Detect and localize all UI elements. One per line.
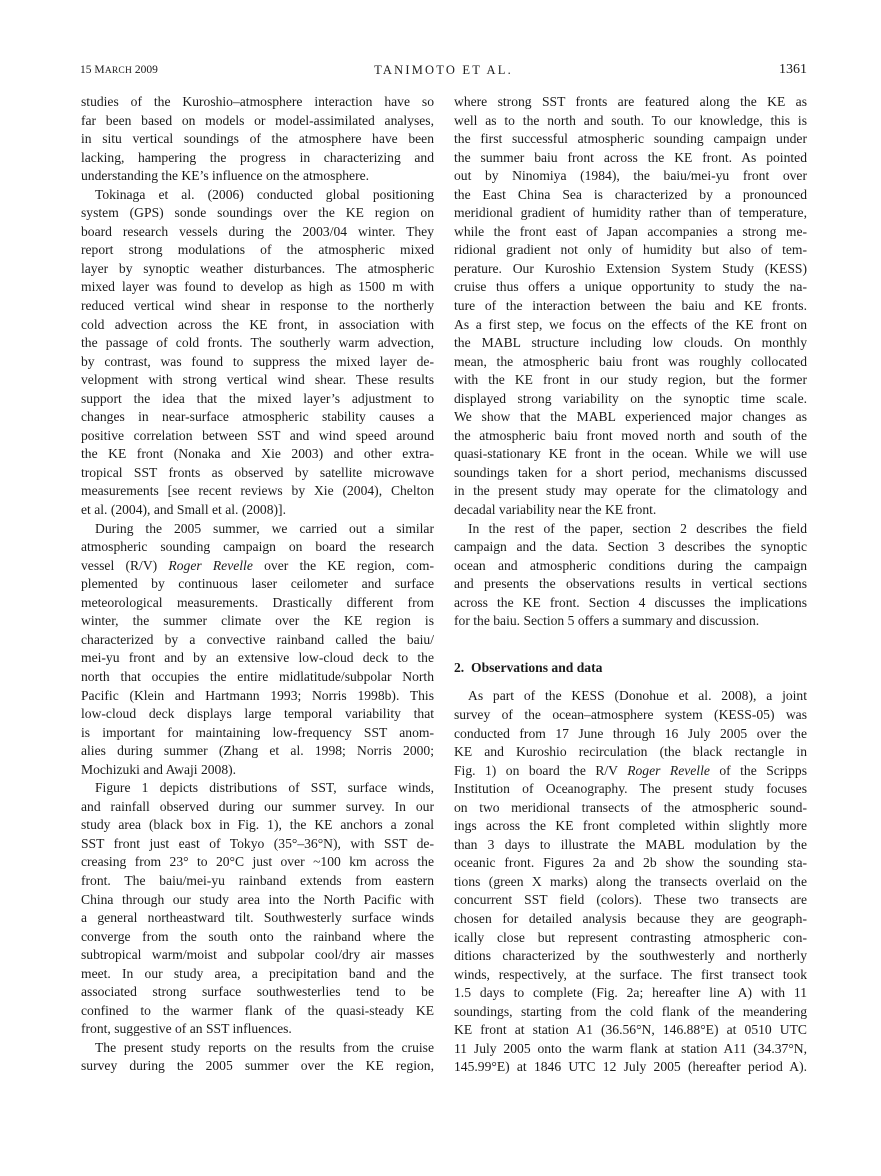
section-heading: 2. Observations and data [454, 659, 603, 675]
text-line: ditions characterized by the southwesterly and northerly [454, 948, 807, 964]
text-line: meet. In our study area, a precipitation band and the [81, 965, 434, 981]
text-line: meridional gradient of humidity rather than of temperature, [454, 205, 807, 221]
text-line: studies of the Kuroshio–atmosphere interaction have so [81, 94, 434, 109]
text-line: creasing from 23° to 20°C just over ~100 km across the [81, 854, 434, 870]
text-line: 1.5 days to complete (Fig. 2a; hereafter line A) with 11 [454, 985, 807, 1001]
text-line: the East China Sea is characterized by a pronounced [454, 186, 807, 202]
text-line: mixed layer was found to develop as high as 1500 m with [81, 279, 434, 295]
text-line: SST front just east of Tokyo (35°–36°N), with SST de- [81, 835, 434, 851]
text-line: study area (black box in Fig. 1), the KE anchors a zonal [81, 817, 434, 833]
text-line: reduced vertical wind shear in response to the northerly [81, 298, 434, 314]
text-line: report strong modulations of the atmospheric mixed [81, 242, 434, 258]
text-line: is important for maintaining low-frequency SST anom- [81, 724, 434, 740]
text-line: plemented by continuous laser ceilometer and surface [81, 576, 434, 592]
text-line: lacking, hampering the progress in characterizing and [81, 149, 434, 165]
text-line: out by Ninomiya (1984), the baiu/mei-yu front over [454, 168, 807, 184]
paragraph [454, 93, 807, 520]
text-line: meteorological measurements. Drastically different from [81, 594, 434, 610]
text-line: 11 July 2005 onto the warm flank at station A11 (34.37°N, [454, 1040, 807, 1056]
text-line: north that occupies the entire midlatitude/subpolar North [81, 668, 434, 684]
text-line: soundings taken for a short period, mechanisms discussed [454, 464, 807, 480]
text-line: Fig. 1) on board the R/V Roger Revelle of the Scripps [454, 762, 807, 778]
text-line: positive correlation between SST and wind speed around [81, 427, 434, 443]
text-line: the first successful atmospheric sounding campaign under [454, 131, 807, 147]
text-line: In the rest of the paper, section 2 describes the field [468, 520, 807, 536]
text-line: perature. Our Kuroshio Extension System Study (KESS) [454, 260, 807, 276]
text-line: changes in near-surface atmospheric stability causes a [81, 409, 434, 425]
section-spacer [454, 677, 807, 687]
text-line: by contrast, was found to suppress the mixed layer de- [81, 353, 434, 369]
text-line: oceanic front. Figures 2a and 2b show the sounding sta- [454, 855, 807, 871]
text-line: alies during summer (Zhang et al. 1998; Norris 2000; [81, 743, 434, 759]
text-line: characterized by a convective rainband called the baiu/ [81, 631, 434, 647]
text-line: decadal variability near the KE front. [454, 502, 657, 518]
text-line: while the front east of Japan accompanies a strong me- [454, 223, 807, 239]
text-line: the summer baiu front across the KE front. As pointed [454, 149, 807, 165]
paragraph [81, 520, 434, 780]
page-number: 1361 [779, 62, 807, 77]
text-line: Institution of Oceanography. The present study focuses [454, 781, 807, 797]
text-line: mei-yu front and by an extensive low-cloud deck to the [81, 650, 434, 666]
italic-vessel-name: Roger Revelle [627, 762, 710, 778]
text-line: system (GPS) sonde soundings over the KE region on [81, 205, 434, 221]
text-line: survey of the ocean–atmosphere system (KESS-05) was [454, 706, 807, 722]
right-column [454, 93, 807, 1077]
text-line: velopment with strong vertical wind shear. These results [81, 372, 434, 388]
text-line: associated strong surface southwesterlies tend to be [81, 984, 434, 1000]
text-line: understanding the KE’s influence on the atmosphere. [81, 168, 370, 184]
text-line: chosen for detailed analysis because they are geograph- [454, 910, 807, 926]
text-line: than 3 days to illustrate the MABL modulation by the [454, 836, 807, 852]
text-line: support the idea that the mixed layer’s adjustment to [81, 390, 434, 406]
text-line: across the KE front. Section 4 discusses the implications [454, 594, 807, 610]
text-line: measurements [see recent reviews by Xie (2004), Chelton [81, 483, 434, 499]
paragraph [81, 779, 434, 1039]
text-line: the atmospheric baiu front moved north and south of the [454, 427, 807, 443]
text-line: survey during the 2005 summer over the KE region, [81, 1058, 434, 1074]
text-line: low-cloud deck displays large temporal variability that [81, 706, 434, 722]
paragraph [81, 186, 434, 520]
left-column [81, 93, 434, 1076]
text-line: for the baiu. Section 5 offers a summary and discussion. [454, 613, 760, 629]
text-line: confined to the warmer flank of the quasi-steady KE [81, 1002, 434, 1018]
paragraph [81, 1039, 434, 1076]
text-line: As a first step, we focus on the effects of the KE front on [454, 316, 807, 332]
text-line: ocean and atmospheric conditions during the campaign [454, 557, 807, 573]
text-line: ically close but represent contrasting atmospheric con- [454, 929, 807, 945]
text-line: displayed strong variability on the synoptic time scale. [454, 390, 807, 406]
text-line: campaign and the data. Section 3 describes the synoptic [454, 539, 807, 555]
text-line: vessel (R/V) Roger Revelle over the KE region, com- [81, 557, 434, 573]
text-line: 145.99°E) at 1846 UTC 12 July 2005 (hereafter period A). [454, 1059, 807, 1075]
text-line: soundings, starting from the cold flank of the meandering [454, 1003, 807, 1019]
running-title: TANIMOTO ET AL. [374, 63, 513, 77]
running-header [80, 62, 807, 80]
text-line: ings across the KE front completed within slightly more [454, 818, 807, 834]
text-line: We show that the MABL experienced major changes as [454, 409, 807, 425]
text-line: Pacific (Klein and Hartmann 1993; Norris 1998b). This [81, 687, 434, 703]
text-line: with the KE front in our study region, but the former [454, 372, 807, 388]
text-line: conducted from 17 June through 16 July 2005 over the [454, 725, 807, 741]
text-line: concurrent SST field (colors). These two transects are [454, 892, 807, 908]
text-line: Mochizuki and Awaji 2008). [81, 761, 237, 777]
text-line: in the present study may operate for the climatology and [454, 483, 807, 499]
issue-month: MARCH [94, 64, 133, 76]
text-line: in situ vertical soundings of the atmosphere have been [81, 131, 434, 147]
text-line: et al. (2004), and Small et al. (2008)]. [81, 502, 286, 518]
paragraph [81, 93, 434, 186]
text-line: During the 2005 summer, we carried out a similar [95, 520, 434, 536]
text-line: layer by synoptic weather disturbances. The atmospheric [81, 260, 434, 276]
text-line: front, suggestive of an SST influences. [81, 1021, 292, 1037]
text-line: winter, the summer climate over the KE region is [81, 613, 434, 629]
paragraph [454, 687, 807, 1076]
text-line: atmospheric sounding campaign on board the research [81, 539, 434, 555]
text-line: ture of the interaction between the baiu and KE fronts. [454, 298, 807, 314]
text-line: China through our study area into the North Pacific with [81, 891, 434, 907]
issue-date: 15 MARCH 2009 [80, 64, 158, 76]
text-line: the MABL structure including low clouds. On monthly [454, 335, 807, 351]
text-line: ridional gradient not only of humidity but also of tem- [454, 242, 807, 258]
text-line: KE front at station A1 (36.56°N, 146.88°E) at 0510 UTC [454, 1022, 807, 1038]
text-line: mean, the atmospheric baiu front was roughly collocated [454, 353, 807, 369]
italic-vessel-name: Roger Revelle [168, 557, 253, 573]
text-line: Tokinaga et al. (2006) conducted global positioning [95, 186, 434, 202]
text-line: front. The baiu/mei-yu rainband extends from eastern [81, 872, 434, 888]
text-line: tions (green X marks) along the transects overlaid on the [454, 873, 807, 889]
text-line: The present study reports on the results from the cruise [95, 1039, 434, 1055]
text-line: and rainfall observed during our summer survey. In our [81, 798, 434, 814]
paragraph [454, 520, 807, 631]
text-line: winds, respectively, at the surface. The first transect took [454, 966, 807, 982]
text-line: well as to the north and south. To our knowledge, this is [454, 112, 807, 128]
text-line: on two meridional transects of the atmospheric sound- [454, 799, 807, 815]
section-spacer [454, 631, 807, 659]
text-line: and presents the observations results in vertical sections [454, 576, 807, 592]
text-line: a general northeastward tilt. Southwesterly surface winds [81, 910, 434, 926]
text-line: subtropical warm/moist and subpolar cool/dry air masses [81, 947, 434, 963]
text-line: the passage of cold fronts. The southerly warm advection, [81, 335, 434, 351]
text-line: cold advection across the KE front, in association with [81, 316, 434, 332]
text-line: quasi-stationary KE front in the ocean. While we will use [454, 446, 807, 462]
text-line: tropical SST fronts as observed by satellite microwave [81, 464, 434, 480]
text-line: Figure 1 depicts distributions of SST, surface winds, [95, 780, 434, 796]
text-line: As part of the KESS (Donohue et al. 2008), a joint [468, 688, 807, 704]
text-line: KE and Kuroshio recirculation (the black rectangle in [454, 744, 807, 760]
text-line: where strong SST fronts are featured along the KE as [454, 94, 807, 109]
text-line: board research vessels during the 2003/04 winter. They [81, 223, 434, 239]
text-line: far been based on models or model-assimilated analyses, [81, 112, 434, 128]
text-line: the KE front (Nonaka and Xie 2003) and other extra- [81, 446, 434, 462]
text-line: converge from the south onto the rainband where the [81, 928, 434, 944]
text-line: cruise thus offers a unique opportunity to study the na- [454, 279, 807, 295]
